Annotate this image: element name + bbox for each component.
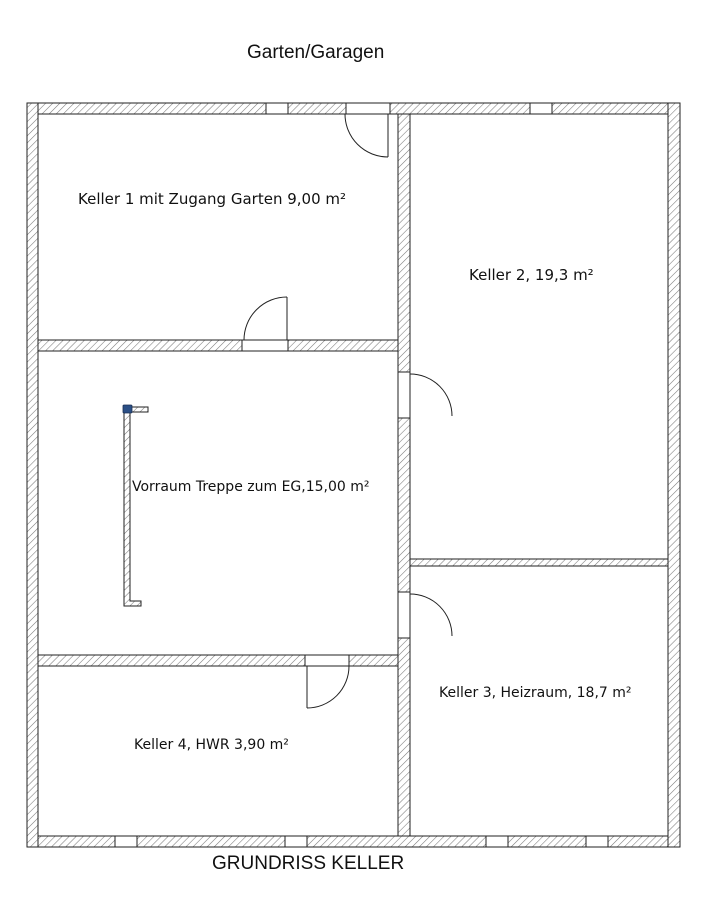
top-label: Garten/Garagen (247, 42, 385, 63)
wall-left (27, 103, 38, 847)
door-keller-2 (410, 374, 452, 416)
door-keller-1 (244, 297, 287, 340)
wall-keller1-vorraum (38, 340, 398, 351)
staircase (123, 405, 148, 606)
window-bottom-2 (285, 836, 307, 847)
room-label-keller-3: Keller 3, Heizraum, 18,7 m² (439, 685, 632, 701)
door-opening-keller1 (242, 340, 288, 351)
room-label-keller-1: Keller 1 mit Zugang Garten 9,00 m² (78, 190, 347, 208)
openings (115, 103, 608, 847)
wall-center-vertical (398, 114, 410, 836)
door-opening-top (346, 103, 390, 114)
stair-wall (124, 407, 148, 606)
window-bottom-1 (115, 836, 137, 847)
door-opening-keller2 (398, 372, 410, 418)
bottom-label: GRUNDRISS KELLER (212, 853, 405, 874)
wall-keller2-keller3 (410, 559, 668, 566)
window-bottom-4 (586, 836, 608, 847)
window-top-2 (530, 103, 552, 114)
window-bottom-3 (486, 836, 508, 847)
door-keller-4 (307, 666, 349, 708)
room-label-keller-4: Keller 4, HWR 3,90 m² (134, 737, 289, 753)
door-garden (345, 114, 388, 157)
door-opening-keller4 (305, 655, 349, 666)
door-keller-3 (410, 594, 452, 636)
wall-right (668, 103, 680, 847)
room-label-vorraum: Vorraum Treppe zum EG,15,00 m² (132, 479, 370, 495)
window-top-1 (266, 103, 288, 114)
stair-marker (123, 405, 132, 413)
room-label-keller-2: Keller 2, 19,3 m² (469, 266, 594, 284)
door-opening-keller3 (398, 592, 410, 638)
